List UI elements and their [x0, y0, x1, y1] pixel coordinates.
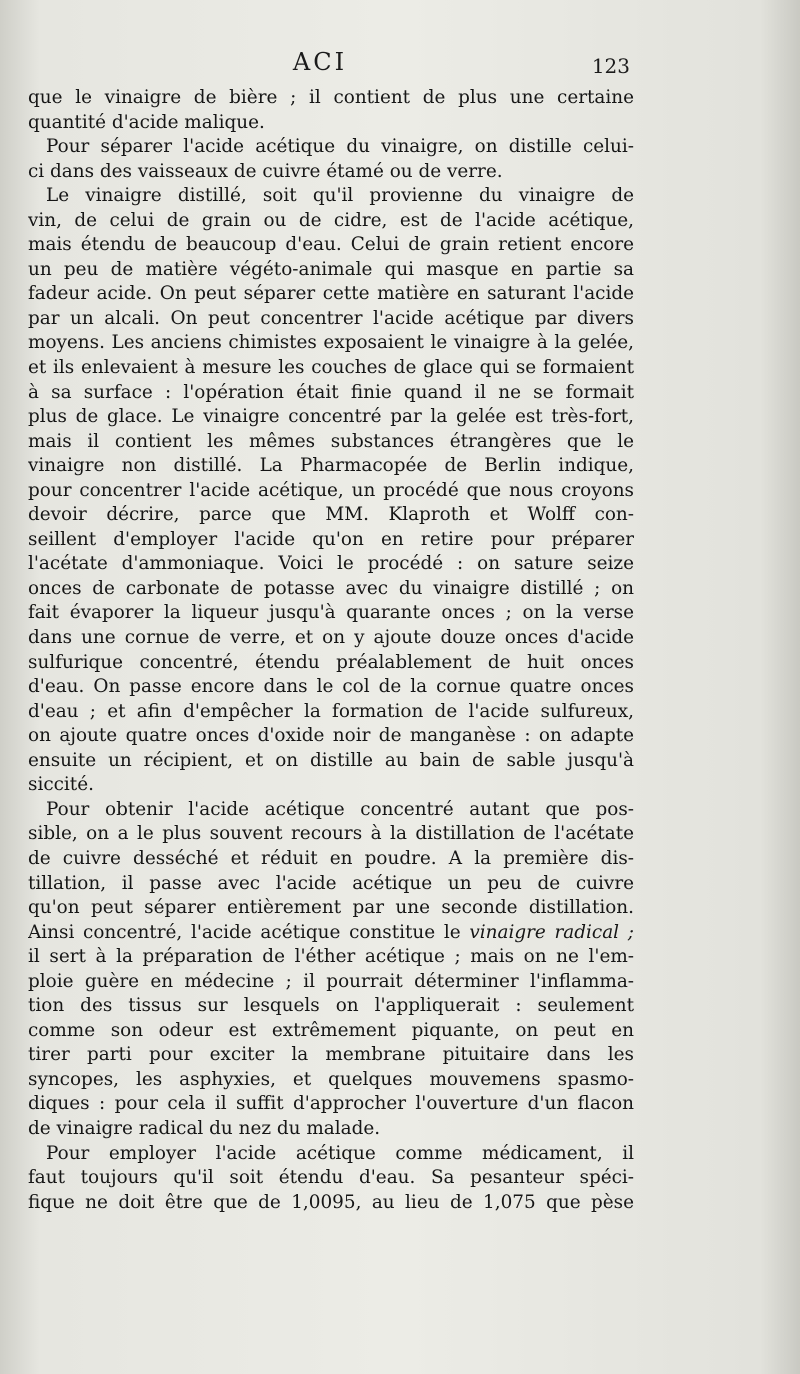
- text-line: de cuivre desséché et réduit en poudre. A la première dis-: [28, 847, 634, 869]
- page-header: [0, 48, 800, 88]
- text-line: de vinaigre radical du nez du malade.: [28, 1117, 381, 1139]
- text-line: Pour obtenir l'acide acétique concentré autant que pos-: [46, 798, 634, 820]
- text-line: que le vinaigre de bière ; il contient de plus une certaine: [28, 87, 634, 108]
- text-line: qu'on peut séparer entièrement par une seconde distillation.: [28, 897, 634, 919]
- text-line: tillation, il passe avec l'acide acétique un peu de cuivre: [28, 872, 634, 894]
- text-line: fique ne doit être que de 1,0095, au lieu de 1,075 que pèse: [28, 1191, 634, 1213]
- text-line: d'eau. On passe encore dans le col de la cornue quatre onces: [28, 676, 634, 698]
- page-number: 123: [591, 54, 630, 78]
- text-line: plus de glace. Le vinaigre concentré par la gelée est très-fort,: [28, 406, 634, 428]
- text-line: on ajoute quatre onces d'oxide noir de manganèse : on adapte: [28, 725, 634, 747]
- text-line: à sa surface : l'opération était finie quand il ne se formait: [28, 381, 634, 403]
- paragraph: [28, 1142, 634, 1216]
- text-line: ensuite un récipient, et on distille au bain de sable jusqu'à: [28, 749, 634, 771]
- text-line: mais étendu de beaucoup d'eau. Celui de grain retient encore: [28, 234, 634, 256]
- paragraph: [28, 798, 634, 1142]
- text-line: un peu de matière végéto-animale qui masque en partie sa: [28, 258, 634, 280]
- text-line: l'acétate d'ammoniaque. Voici le procédé : on sature seize: [28, 553, 634, 575]
- text-line: diques : pour cela il suffit d'approcher l'ouverture d'un flacon: [28, 1093, 634, 1115]
- paragraph: [28, 135, 634, 184]
- body-text: [28, 86, 634, 1215]
- text-line: moyens. Les anciens chimistes exposaient le vinaigre à la gelée,: [28, 332, 634, 354]
- text-line: mais il contient les mêmes substances étrangères que le: [28, 430, 634, 452]
- text-line: tion des tissus sur lesquels on l'appliquerait : seulement: [28, 995, 634, 1017]
- text-line: ci dans des vaisseaux de cuivre étamé ou de verre.: [28, 160, 503, 182]
- text-line: onces de carbonate de potasse avec du vinaigre distillé ; on: [28, 577, 634, 599]
- text-line: quantité d'acide malique.: [28, 111, 265, 133]
- text-line: syncopes, les asphyxies, et quelques mouvemens spasmo-: [28, 1068, 634, 1090]
- text-line: sulfurique concentré, étendu préalablement de huit onces: [28, 651, 634, 673]
- paragraph: [28, 184, 634, 798]
- text-line: il sert à la préparation de l'éther acétique ; mais on ne l'em-: [28, 946, 634, 968]
- text-line: Pour employer l'acide acétique comme médicament, il: [46, 1142, 634, 1164]
- text-line: ploie guère en médecine ; il pourrait déterminer l'inflamma-: [28, 970, 634, 992]
- text-line: Ainsi concentré, l'acide acétique constitue le vinaigre radical ;: [28, 921, 634, 943]
- text-line: pour concentrer l'acide acétique, un procédé que nous croyons: [28, 479, 634, 501]
- running-title: ACI: [292, 48, 348, 76]
- paragraph: [28, 86, 634, 135]
- text-line: par un alcali. On peut concentrer l'acide acétique par divers: [28, 307, 634, 329]
- text-line: siccité.: [28, 774, 94, 796]
- text-line: dans une cornue de verre, et on y ajoute douze onces d'acide: [28, 627, 634, 649]
- text-line: devoir décrire, parce que MM. Klaproth et Wolff con-: [28, 504, 634, 526]
- text-line: vin, de celui de grain ou de cidre, est de l'acide acétique,: [28, 209, 634, 231]
- text-line: vinaigre non distillé. La Pharmacopée de Berlin indique,: [28, 455, 634, 477]
- text-line: comme son odeur est extrêmement piquante, on peut en: [28, 1019, 634, 1041]
- text-line: et ils enlevaient à mesure les couches de glace qui se formaient: [28, 357, 634, 379]
- text-line: d'eau ; et afin d'empêcher la formation de l'acide sulfureux,: [28, 700, 634, 722]
- text-line: sible, on a le plus souvent recours à la distillation de l'acétate: [28, 823, 634, 845]
- text-line: tirer parti pour exciter la membrane pituitaire dans les: [28, 1044, 634, 1066]
- text-line: faut toujours qu'il soit étendu d'eau. Sa pesanteur spéci-: [28, 1167, 634, 1189]
- text-line: fadeur acide. On peut séparer cette matière en saturant l'acide: [28, 283, 634, 305]
- text-line: fait évaporer la liqueur jusqu'à quarante onces ; on la verse: [28, 602, 634, 624]
- text-line: Pour séparer l'acide acétique du vinaigre, on distille celui-: [46, 136, 634, 158]
- text-line: seillent d'employer l'acide qu'on en retire pour préparer: [28, 528, 634, 550]
- text-line: Le vinaigre distillé, soit qu'il provienne du vinaigre de: [46, 185, 634, 207]
